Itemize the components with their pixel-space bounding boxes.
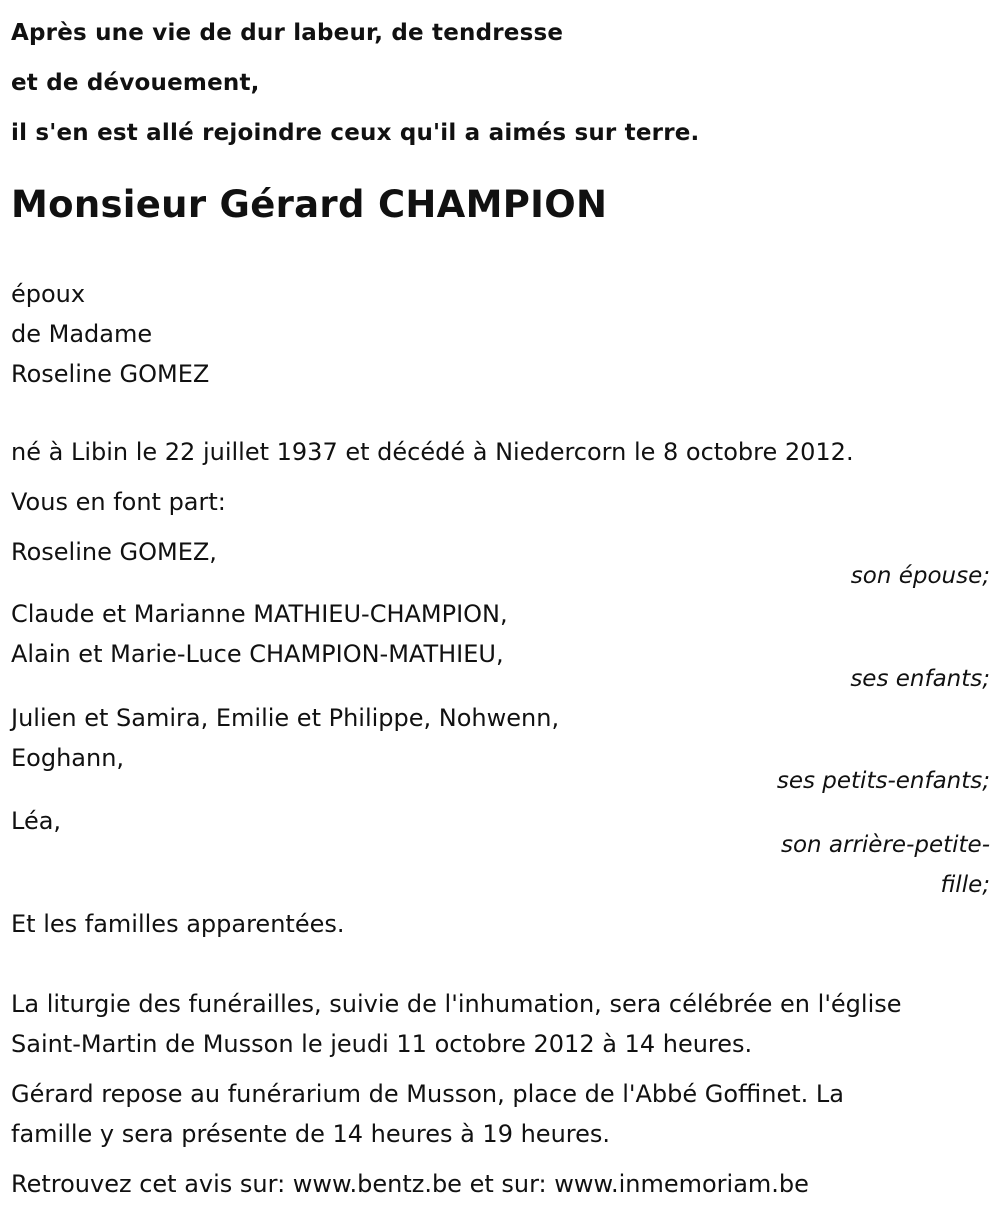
grandchildren-role: ses petits-enfants; bbox=[776, 768, 990, 794]
deceased-name: Monsieur Gérard CHAMPION bbox=[11, 183, 608, 226]
spouse-line-2: de Madame bbox=[11, 320, 153, 348]
visitation-line-1: Gérard repose au funérarium de Musson, place de l'Abbé Goffinet. La bbox=[11, 1080, 844, 1108]
grandchildren-line-1: Julien et Samira, Emilie et Philippe, Nohwenn, bbox=[11, 704, 560, 732]
grandchildren-line-2: Eoghann, bbox=[11, 744, 125, 772]
visitation-paragraph bbox=[11, 1074, 991, 1154]
announcement-label: Vous en font part: bbox=[11, 488, 226, 516]
great-grandchild-role-line-1: son arrière-petite- bbox=[780, 832, 990, 858]
wife-role: son épouse; bbox=[850, 563, 990, 589]
intro-verse bbox=[11, 8, 991, 158]
funeral-paragraph bbox=[11, 984, 991, 1064]
spouse-block bbox=[11, 274, 209, 394]
intro-line-2: et de dévouement, bbox=[11, 70, 260, 96]
children-line-1: Claude et Marianne MATHIEU-CHAMPION, bbox=[11, 600, 508, 628]
great-grandchild-name: Léa, bbox=[11, 807, 62, 835]
wife-name: Roseline GOMEZ, bbox=[11, 538, 217, 566]
relatives-line: Et les familles apparentées. bbox=[11, 910, 345, 938]
intro-line-1: Après une vie de dur labeur, de tendresse bbox=[11, 20, 564, 46]
children-line-2: Alain et Marie-Luce CHAMPION-MATHIEU, bbox=[11, 640, 504, 668]
children-role: ses enfants; bbox=[850, 666, 990, 692]
visitation-line-2: famille y sera présente de 14 heures à 19 heures. bbox=[11, 1120, 611, 1148]
birth-death-dates: né à Libin le 22 juillet 1937 et décédé à Niedercorn le 8 octobre 2012. bbox=[11, 438, 854, 466]
spouse-line-1: époux bbox=[11, 280, 86, 308]
great-grandchild-role-line-2: fille; bbox=[940, 872, 990, 898]
footer-websites: Retrouvez cet avis sur: www.bentz.be et sur: www.inmemoriam.be bbox=[11, 1170, 809, 1198]
funeral-line-1: La liturgie des funérailles, suivie de l'inhumation, sera célébrée en l'église bbox=[11, 990, 902, 1018]
spouse-line-3: Roseline GOMEZ bbox=[11, 360, 210, 388]
intro-line-3: il s'en est allé rejoindre ceux qu'il a aimés sur terre. bbox=[11, 120, 700, 146]
funeral-line-2: Saint-Martin de Musson le jeudi 11 octobre 2012 à 14 heures. bbox=[11, 1030, 753, 1058]
